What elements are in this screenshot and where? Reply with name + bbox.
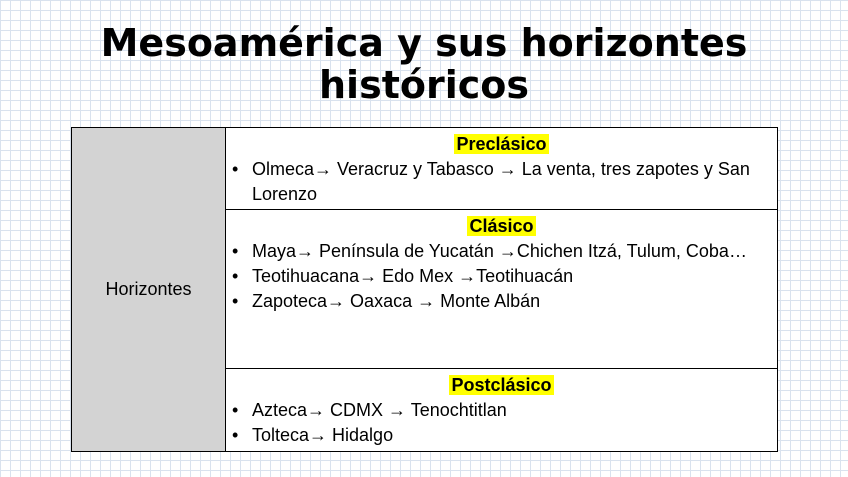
list-item: • Zapoteca→ Oaxaca → Monte Albán xyxy=(252,289,777,314)
list-item: • Tolteca→ Hidalgo xyxy=(252,423,777,448)
section-list-preclasico xyxy=(226,157,777,207)
slide-title-line-2: históricos xyxy=(319,63,529,107)
section-list-clasico xyxy=(226,239,777,314)
section-heading-text: Clásico xyxy=(469,216,534,237)
section-heading-clasico xyxy=(226,215,777,239)
slide-title-line-1: Mesoamérica y sus horizontes xyxy=(100,21,748,65)
list-item: • Teotihuacana→ Edo Mex →Teotihuacán xyxy=(252,264,777,289)
table-row-preclasico xyxy=(72,128,778,210)
horizons-table xyxy=(71,127,778,452)
section-heading-postclasico xyxy=(226,374,777,398)
horizontes-label-cell xyxy=(72,128,226,452)
list-item: • Azteca→ CDMX → Tenochtitlan xyxy=(252,398,777,423)
horizontes-label: Horizontes xyxy=(105,279,192,299)
list-item: • Maya→ Península de Yucatán →Chichen Itzá, Tulum, Coba… xyxy=(252,239,777,264)
section-heading-preclasico xyxy=(226,133,777,157)
section-cell-clasico xyxy=(226,210,778,368)
section-heading-text: Postclásico xyxy=(451,374,552,395)
section-heading-text: Preclásico xyxy=(456,134,547,154)
section-list-postclasico xyxy=(226,398,777,448)
list-item: • Olmeca→ Veracruz y Tabasco → La venta, tres zapotes y San Lorenzo xyxy=(252,157,777,207)
section-cell-preclasico xyxy=(226,128,778,210)
section-cell-postclasico xyxy=(226,368,778,451)
slide-title xyxy=(0,22,848,106)
